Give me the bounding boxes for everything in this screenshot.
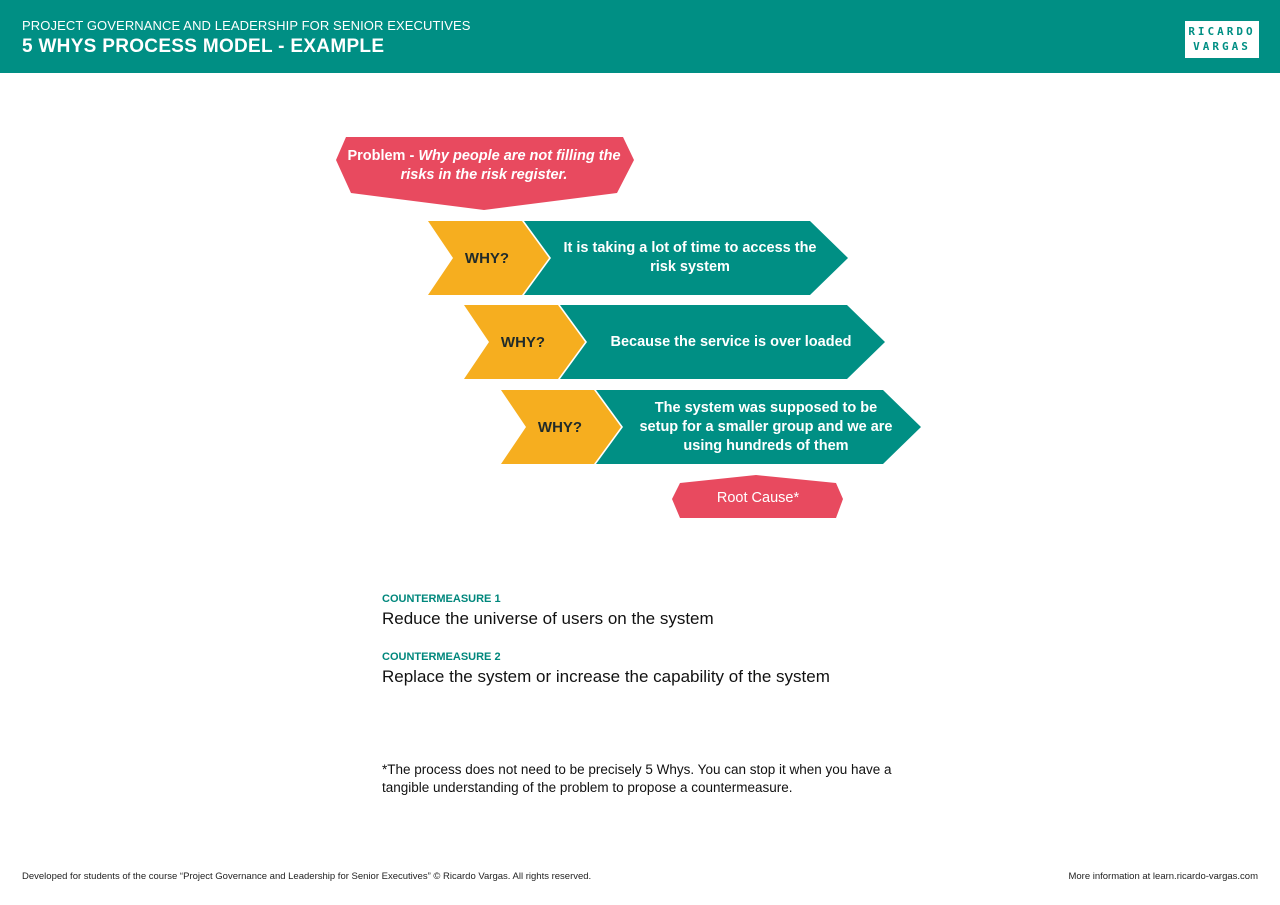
footer-more-info: More information at learn.ricardo-vargas.com <box>1068 871 1258 882</box>
problem-label: Problem - <box>347 148 419 164</box>
footer-copyright: Developed for students of the course “Project Governance and Leadership for Senior Executives” © Ricardo Vargas. All rights reserved. <box>22 871 592 882</box>
footnote: *The process does not need to be precisely 5 Whys. You can stop it when you have a tangible understanding of the problem to propose a countermeasure. <box>382 762 892 795</box>
page-title: 5 WHYS PROCESS MODEL - EXAMPLE <box>22 36 385 57</box>
why-label-2: WHY? <box>500 333 546 351</box>
why-answer-2: Because the service is over loaded <box>610 333 852 350</box>
root-cause-text: Root Cause* <box>716 489 800 506</box>
why-label-1: WHY? <box>464 249 510 267</box>
problem-text <box>346 143 622 189</box>
countermeasure-2-label: COUNTERMEASURE 2 <box>382 651 501 663</box>
countermeasure-2-text: Replace the system or increase the capability of the system <box>382 667 830 686</box>
logo-line-2: VARGAS <box>1193 40 1251 53</box>
why-answer-1: It is taking a lot of time to access the risk system <box>563 240 817 275</box>
problem-question: Why people are not filling the risks in the risk register. <box>400 148 621 183</box>
countermeasure-1-text: Reduce the universe of users on the system <box>382 609 714 628</box>
header-subtitle: PROJECT GOVERNANCE AND LEADERSHIP FOR SENIOR EXECUTIVES <box>22 18 471 33</box>
countermeasure-1-label: COUNTERMEASURE 1 <box>382 593 501 605</box>
why-label-3: WHY? <box>537 418 583 436</box>
why-answer-3: The system was supposed to be setup for a smaller group and we are using hundreds of them <box>639 399 893 454</box>
logo-line-1: RICARDO <box>1188 25 1256 38</box>
